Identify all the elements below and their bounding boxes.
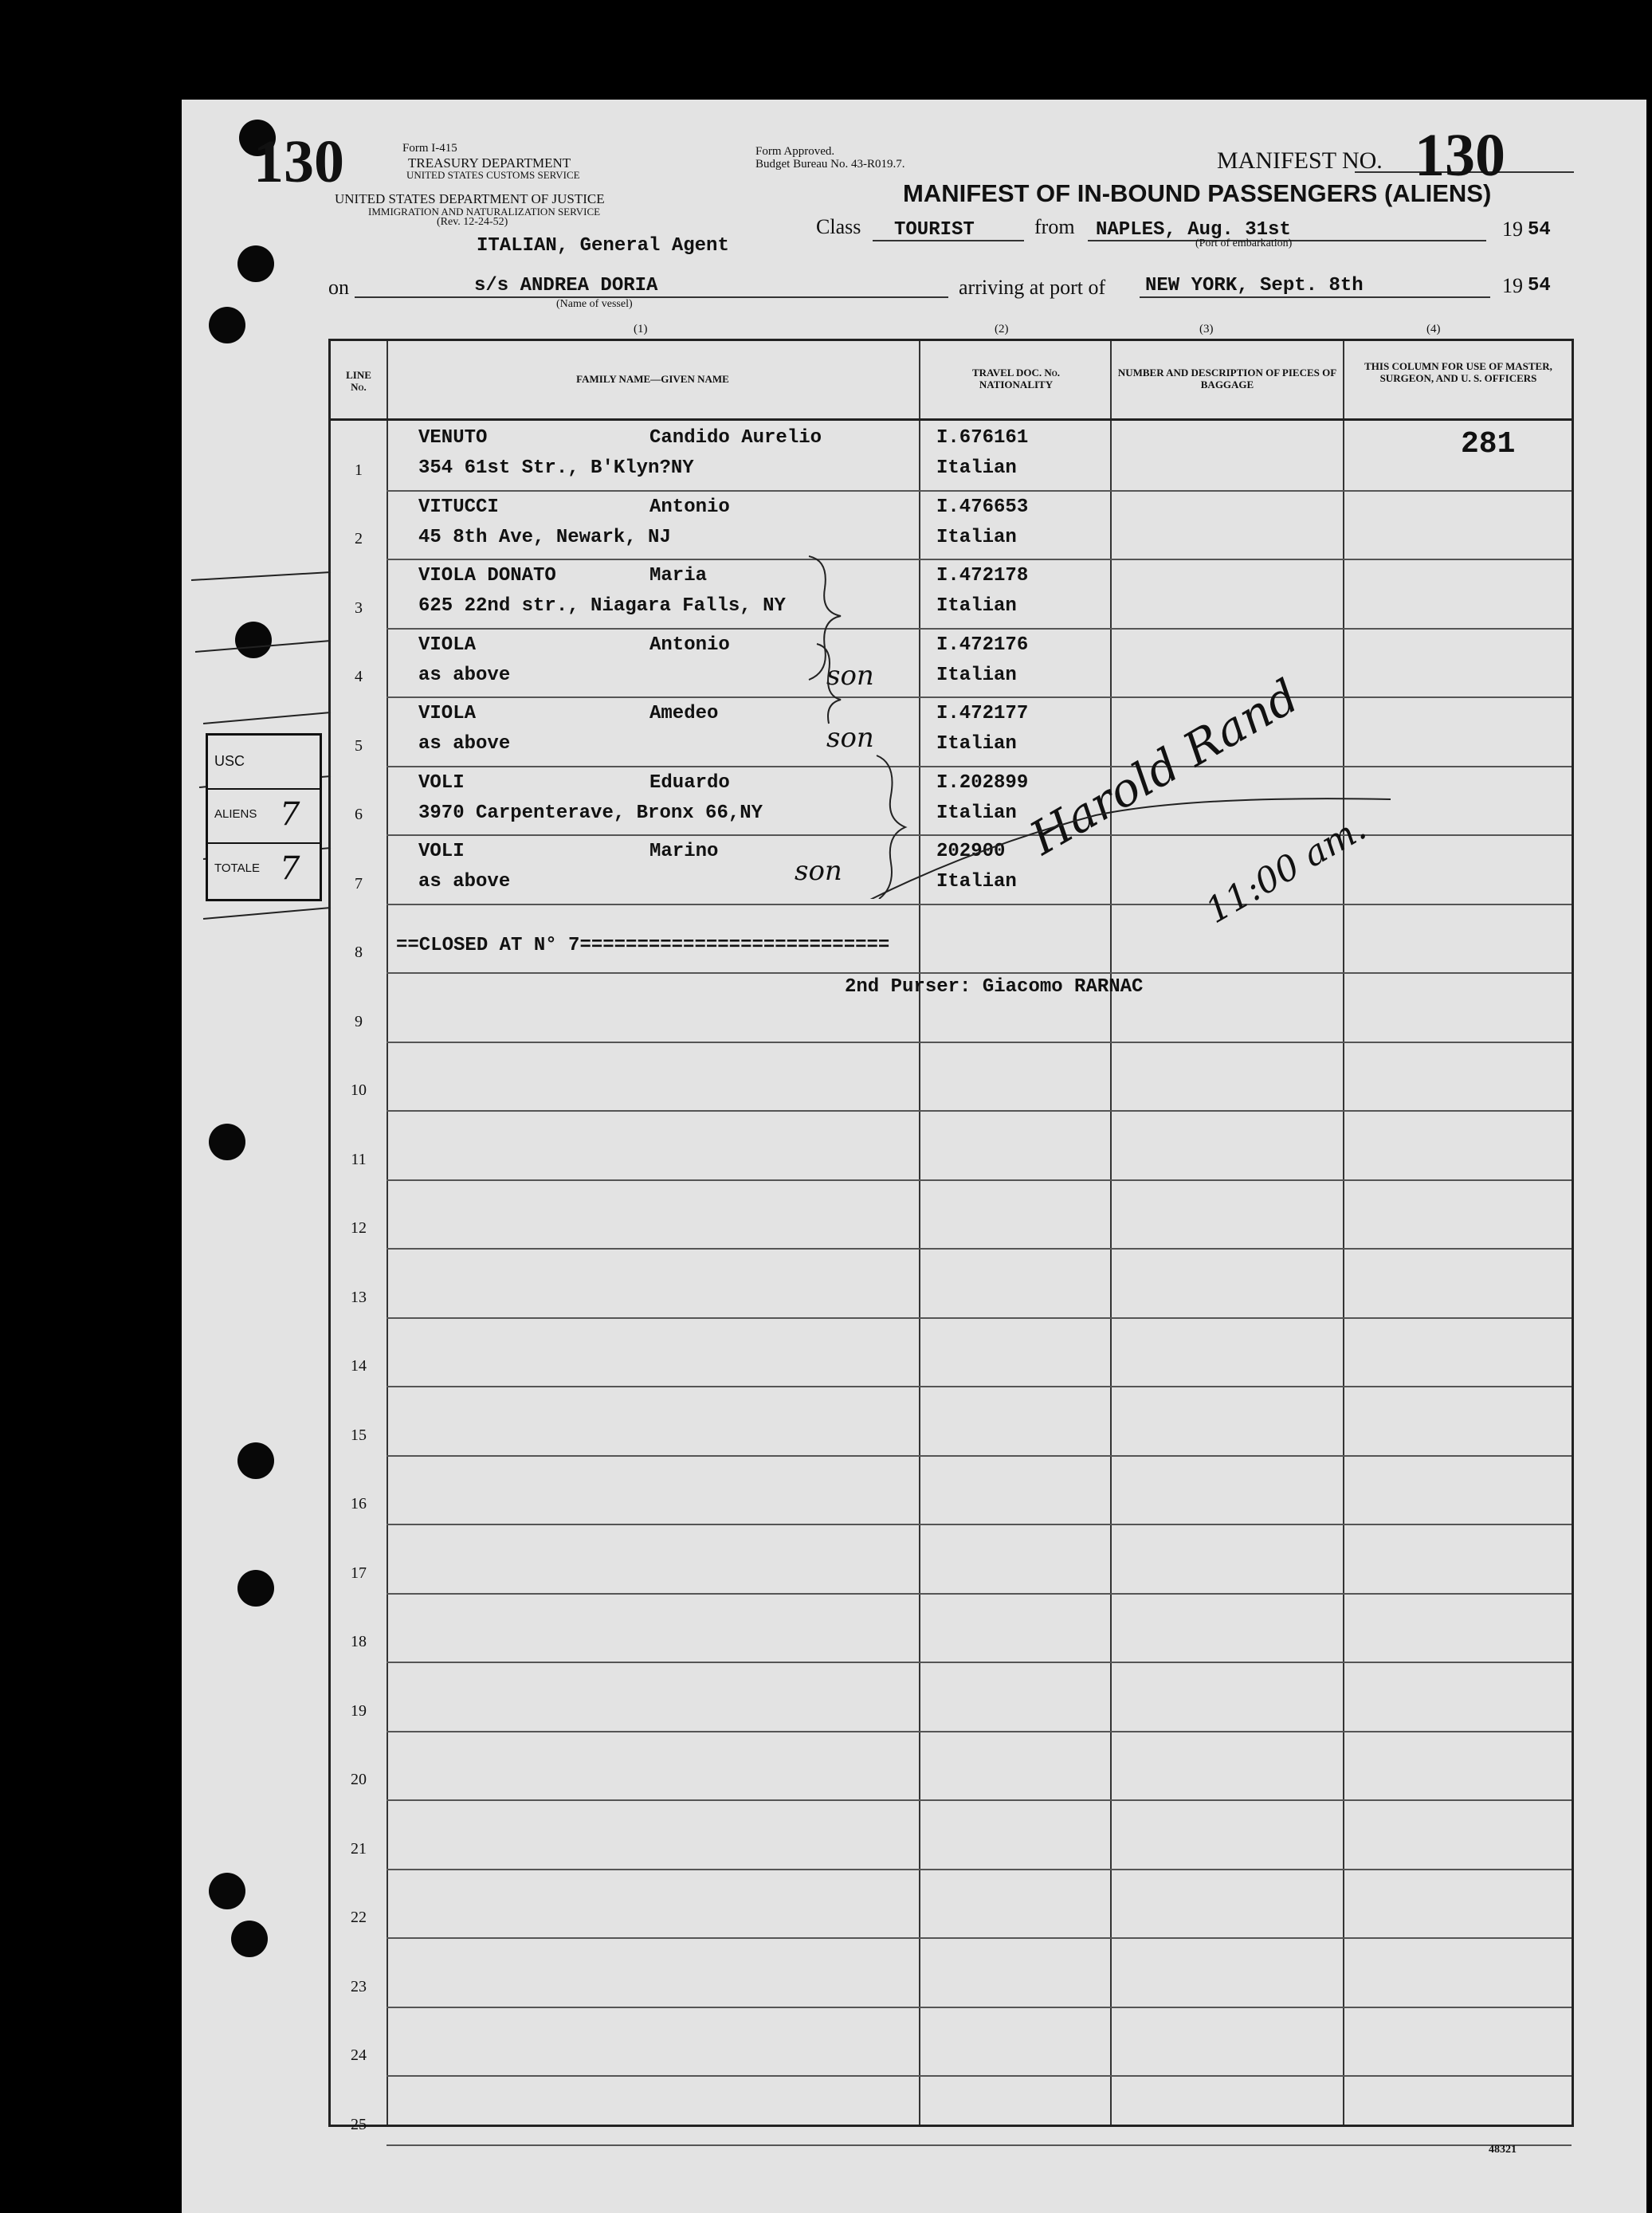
general-agent: ITALIAN, General Agent bbox=[477, 235, 729, 257]
passenger-family: VENUTO bbox=[418, 427, 488, 449]
passenger-doc: I.472177 bbox=[936, 703, 1029, 724]
row-rule bbox=[387, 1799, 1572, 1801]
passenger-nat: Italian bbox=[936, 526, 1017, 548]
stamp-totale-label: TOTALE bbox=[214, 861, 260, 875]
passenger-nat: Italian bbox=[936, 664, 1017, 686]
row-rule bbox=[387, 2075, 1572, 2077]
passenger-given: Candido Aurelio bbox=[649, 427, 822, 449]
closed-marker: ==CLOSED AT N° 7=========================== bbox=[396, 935, 890, 956]
passenger-address: 354 61st Str., B'Klyn?NY bbox=[418, 457, 694, 479]
passenger-given: Maria bbox=[649, 565, 708, 587]
manifest-title: MANIFEST OF IN-BOUND PASSENGERS (ALIENS) bbox=[903, 179, 1492, 207]
count-stamp bbox=[206, 733, 322, 901]
column-number-3: (3) bbox=[1199, 323, 1214, 335]
header-baggage: NUMBER AND DESCRIPTION OF PIECES OF BAGGAGE bbox=[1117, 367, 1337, 390]
passenger-family: VOLI bbox=[418, 771, 465, 794]
rev-label: (Rev. 12-24-52) bbox=[437, 216, 508, 228]
passenger-nat: Italian bbox=[936, 457, 1017, 479]
passenger-family: VIOLA bbox=[418, 634, 477, 656]
line-number: 12 bbox=[351, 1219, 367, 1237]
passenger-given: Marino bbox=[649, 841, 719, 862]
punch-hole bbox=[209, 1873, 245, 1909]
line-number: 10 bbox=[351, 1081, 367, 1099]
passenger-given: Antonio bbox=[649, 496, 730, 518]
passenger-doc: 202900 bbox=[936, 841, 1006, 862]
line-number: 23 bbox=[351, 1977, 367, 1995]
passenger-nat: Italian bbox=[936, 733, 1017, 755]
row-rule bbox=[387, 1110, 1572, 1112]
line-number: 2 bbox=[355, 530, 363, 547]
stamp-aliens-label: ALIENS bbox=[214, 807, 257, 821]
row-rule bbox=[387, 1524, 1572, 1525]
row-rule bbox=[387, 1455, 1572, 1457]
on-label: on bbox=[328, 276, 349, 299]
passenger-doc: I.202899 bbox=[936, 771, 1029, 794]
handwritten-son-1: son bbox=[826, 660, 874, 692]
punch-hole bbox=[231, 1921, 268, 1957]
line-number: 22 bbox=[351, 1909, 367, 1926]
passenger-doc: I.676161 bbox=[936, 427, 1029, 449]
line-number: 1 bbox=[355, 461, 363, 479]
class-label: Class bbox=[816, 215, 861, 238]
customs-label: UNITED STATES CUSTOMS SERVICE bbox=[406, 169, 580, 181]
passenger-family: VIOLA DONATO bbox=[418, 565, 556, 587]
passenger-family: VITUCCI bbox=[418, 496, 499, 518]
row-rule bbox=[387, 1179, 1572, 1181]
budget-number: Budget Bureau No. 43-R019.7. bbox=[755, 158, 905, 171]
handwritten-brackets bbox=[331, 341, 1572, 899]
punch-hole bbox=[209, 307, 245, 343]
handwritten-son-2: son bbox=[826, 722, 874, 754]
header-line-no: LINE No. bbox=[346, 369, 371, 393]
treasury-label: TREASURY DEPARTMENT bbox=[408, 155, 571, 171]
line-number: 15 bbox=[351, 1426, 367, 1444]
year-1: 54 bbox=[1528, 219, 1551, 241]
column-number-4: (4) bbox=[1426, 323, 1441, 335]
year-2: 54 bbox=[1528, 275, 1551, 296]
justice-label: UNITED STATES DEPARTMENT OF JUSTICE bbox=[335, 191, 605, 206]
line-number: 18 bbox=[351, 1633, 367, 1650]
passenger-nat: Italian bbox=[936, 595, 1017, 617]
row-rule bbox=[387, 2007, 1572, 2008]
manifest-number: 130 bbox=[1415, 122, 1505, 189]
row-rule bbox=[387, 1731, 1572, 1732]
stamp-uscit-label: USC bbox=[214, 753, 245, 769]
row-rule bbox=[387, 1937, 1572, 1939]
line-number: 5 bbox=[355, 736, 363, 755]
punch-hole bbox=[237, 1570, 274, 1607]
ins-label: IMMIGRATION AND NATURALIZATION SERVICE bbox=[368, 206, 601, 218]
form-number: Form I-415 bbox=[402, 142, 457, 155]
year-prefix-1: 19 bbox=[1502, 218, 1523, 241]
line-number: 11 bbox=[351, 1150, 367, 1168]
line-number: 17 bbox=[351, 1564, 367, 1582]
row-rule bbox=[387, 972, 1572, 974]
line-number: 6 bbox=[355, 806, 363, 823]
passenger-doc: I.472176 bbox=[936, 634, 1029, 656]
arriving-label: arriving at port of bbox=[959, 276, 1106, 299]
row-rule bbox=[387, 1593, 1572, 1595]
vessel-name: s/s ANDREA DORIA bbox=[474, 275, 658, 296]
line-number: 9 bbox=[355, 1012, 363, 1030]
row-rule bbox=[387, 1042, 1572, 1043]
stamp-aliens-count: 7 bbox=[280, 796, 300, 833]
form-approved: Form Approved. bbox=[755, 145, 835, 158]
arriving-value: NEW YORK, Sept. 8th bbox=[1145, 275, 1364, 296]
handwritten-signature: Harold Rand bbox=[1021, 669, 1308, 865]
header-family-name: FAMILY NAME—GIVEN NAME bbox=[576, 373, 729, 385]
header-travel-doc: TRAVEL DOC. No. NATIONALITY bbox=[971, 367, 1061, 390]
row-rule bbox=[387, 1248, 1572, 1250]
passenger-family: VIOLA bbox=[418, 703, 477, 724]
stamp-number: 130 bbox=[253, 128, 344, 195]
row-rule bbox=[387, 1317, 1572, 1319]
purser-name: 2nd Purser: Giacomo RARNAC bbox=[845, 976, 1144, 998]
punch-hole bbox=[237, 245, 274, 282]
row-rule bbox=[387, 904, 1572, 905]
line-number: 3 bbox=[355, 598, 363, 617]
port-note: (Port of embarkation) bbox=[1195, 237, 1293, 249]
passenger-officer: 281 bbox=[1461, 427, 1516, 461]
passenger-address: 45 8th Ave, Newark, NJ bbox=[418, 526, 671, 548]
column-number-2: (2) bbox=[995, 323, 1009, 335]
stamp-totale-count: 7 bbox=[280, 850, 300, 887]
line-number: 8 bbox=[355, 944, 363, 961]
passenger-address: as above bbox=[418, 733, 511, 755]
from-value: NAPLES, Aug. 31st bbox=[1096, 219, 1291, 241]
handwritten-time: 11:00 am. bbox=[1199, 807, 1373, 932]
row-rule bbox=[387, 2144, 1572, 2146]
class-value: TOURIST bbox=[894, 219, 975, 241]
footer-form-number: 48321 bbox=[1489, 2144, 1517, 2156]
year-prefix-2: 19 bbox=[1502, 274, 1523, 297]
passenger-address: 3970 Carpenterave, Bronx 66,NY bbox=[418, 802, 763, 824]
passenger-address: 625 22nd str., Niagara Falls, NY bbox=[418, 595, 786, 617]
column-number-1: (1) bbox=[634, 323, 648, 335]
passenger-family: VOLI bbox=[418, 841, 465, 862]
punch-hole bbox=[237, 1442, 274, 1479]
passenger-address: as above bbox=[418, 871, 511, 893]
vessel-note: (Name of vessel) bbox=[556, 298, 633, 310]
punch-hole bbox=[209, 1124, 245, 1160]
line-number: 24 bbox=[351, 2046, 367, 2064]
passenger-given: Amedeo bbox=[649, 703, 719, 724]
passenger-address: as above bbox=[418, 664, 511, 686]
passenger-doc: I.476653 bbox=[936, 496, 1029, 518]
passenger-given: Eduardo bbox=[649, 771, 730, 794]
line-number: 4 bbox=[355, 668, 363, 685]
line-number: 21 bbox=[351, 1839, 367, 1858]
passenger-nat: Italian bbox=[936, 802, 1017, 824]
passenger-nat: Italian bbox=[936, 871, 1017, 893]
line-number: 16 bbox=[351, 1495, 367, 1513]
passenger-given: Antonio bbox=[649, 634, 730, 656]
line-number: 20 bbox=[351, 1771, 367, 1788]
row-rule bbox=[387, 1869, 1572, 1870]
passenger-doc: I.472178 bbox=[936, 565, 1029, 587]
row-rule bbox=[387, 1386, 1572, 1387]
from-label: from bbox=[1034, 215, 1075, 238]
manifest-no-label: MANIFEST NO. bbox=[1217, 147, 1383, 174]
row-rule bbox=[387, 1662, 1572, 1663]
handwritten-son-3: son bbox=[795, 855, 842, 887]
line-number: 19 bbox=[351, 1701, 367, 1720]
line-number: 25 bbox=[351, 2115, 367, 2133]
header-officers: THIS COLUMN FOR USE OF MASTER, SURGEON, AND U. S. OFFICERS bbox=[1364, 360, 1552, 384]
line-number: 13 bbox=[351, 1288, 367, 1306]
line-number: 14 bbox=[351, 1357, 367, 1375]
passenger-table bbox=[328, 339, 1574, 2133]
line-number: 7 bbox=[355, 874, 363, 893]
